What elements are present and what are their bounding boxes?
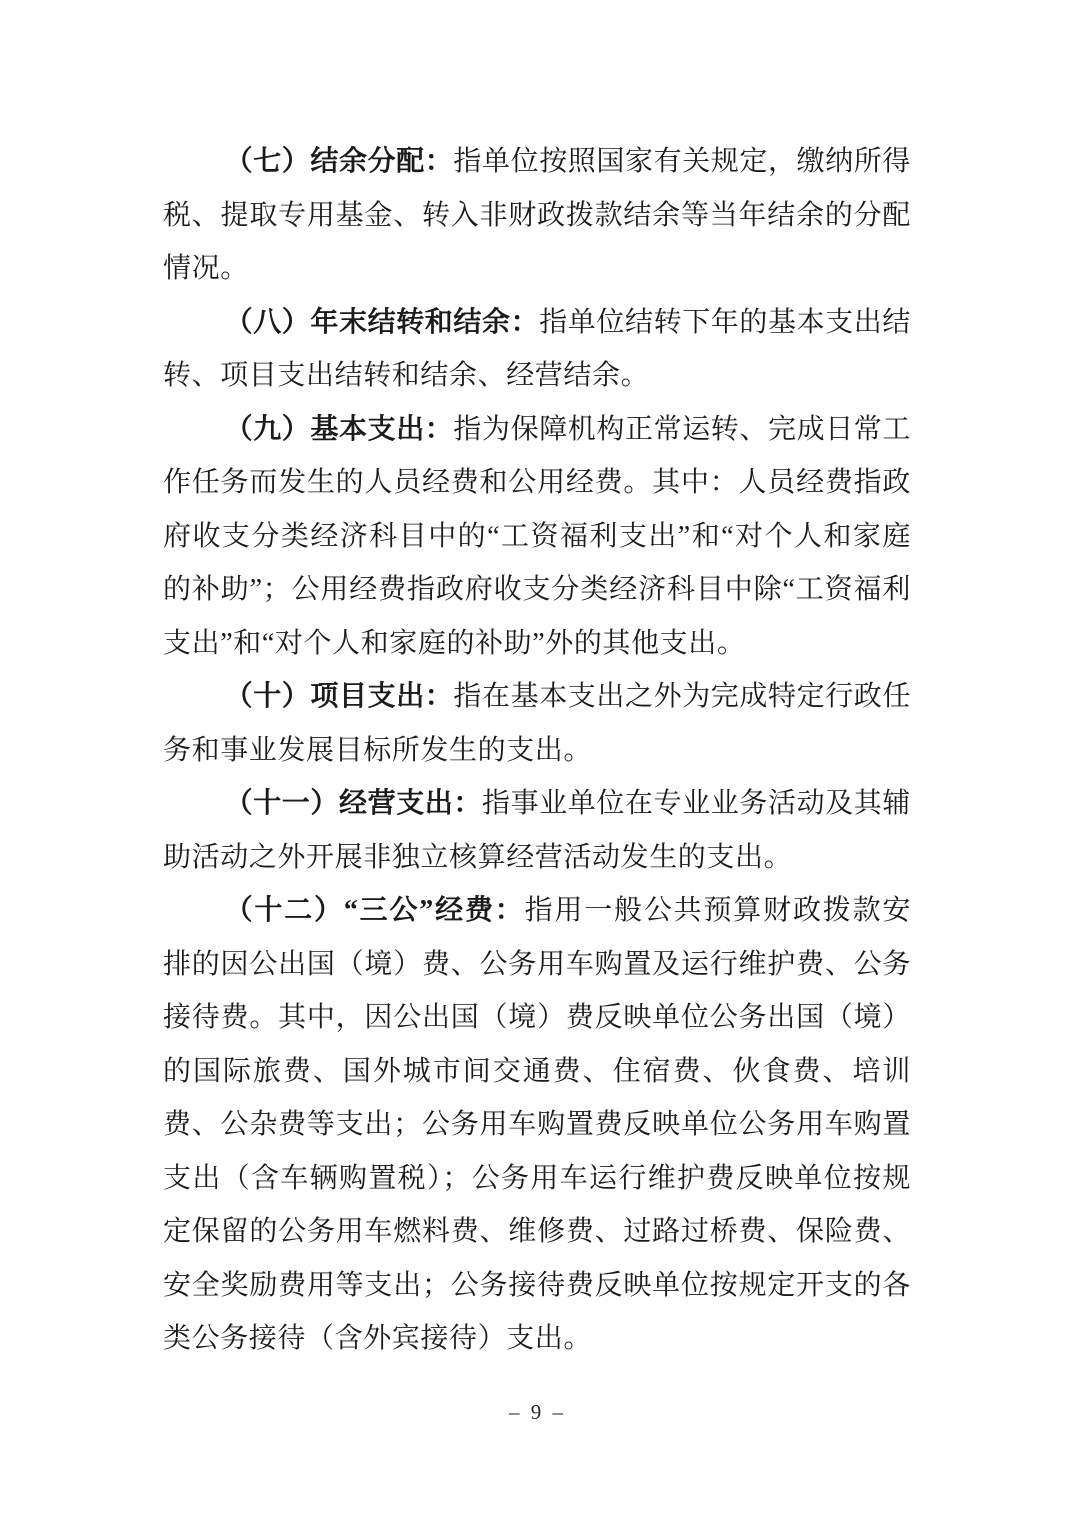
text-block — [163, 135, 911, 1366]
paragraph-heading: （十二）“三公”经费： — [224, 895, 525, 926]
paragraph-heading: （十）项目支出： — [224, 681, 454, 712]
paragraph — [163, 884, 911, 1366]
paragraph — [163, 670, 911, 777]
paragraph-body: 指在基本支出之外为完成特定行政任务和事业发展目标所发生的支出。 — [163, 681, 912, 766]
paragraph-body: 指事业单位在专业业务活动及其辅助活动之外开展非独立核算经营活动发生的支出。 — [163, 788, 912, 873]
paragraph-body: 指为保障机构正常运转、完成日常工作任务而发生的人员经费和公用经费。其中：人员经费指政府收支分类经济科目中的“工资福利支出”和“对个人和家庭的补助”；公用经费指政府收支分类经济科目中除“工资福利支出”和“对个人和家庭的补助”外的其他支出。 — [163, 413, 912, 659]
page-number: – 9 – — [509, 1400, 566, 1424]
paragraph-body: 指单位按照国家有关规定，缴纳所得税、提取专用基金、转入非财政拨款结余等当年结余的分配情况。 — [163, 146, 912, 284]
paragraph-body: 指用一般公共预算财政拨款安排的因公出国（境）费、公务用车购置及运行维护费、公务接待费。其中，因公出国（境）费反映单位公务出国（境）的国际旅费、国外城市间交通费、住宿费、伙食费、培训费、公杂费等支出；公务用车购置费反映单位公务用车购置支出（含车辆购置税）；公务用车运行维护费反映单位按规定保留的公务用车燃料费、维修费、过路过桥费、保险费、安全奖励费用等支出；公务接待费反映单位按规定开支的各类公务接待（含外宾接待）支出。 — [163, 895, 911, 1354]
paragraph-heading: （十一）经营支出： — [224, 788, 482, 819]
paragraph — [163, 296, 911, 403]
paragraph — [163, 135, 911, 296]
paragraph-heading: （七）结余分配： — [224, 146, 454, 177]
paragraph-body: 指单位结转下年的基本支出结转、项目支出结转和结余、经营结余。 — [163, 306, 912, 391]
paragraph — [163, 777, 911, 884]
paragraph — [163, 403, 911, 671]
paragraph-heading: （九）基本支出： — [224, 413, 454, 445]
paragraph-heading: （八）年末结转和结余： — [224, 306, 540, 338]
